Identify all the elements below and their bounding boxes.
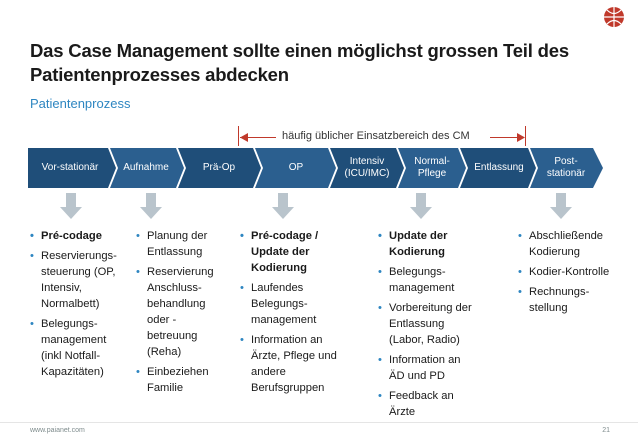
column-aufnahme bbox=[136, 228, 222, 400]
list-item: • Pré-codage / Update der Kodierung bbox=[240, 228, 342, 276]
list-item: • Planung der Entlassung bbox=[136, 228, 222, 260]
list-item: • Reservierungs-steuerung (OP, Intensiv, Normalbett) bbox=[30, 248, 126, 312]
down-arrow-icon bbox=[272, 193, 294, 219]
down-arrow-icon bbox=[550, 193, 572, 219]
list-item: • Laufendes Belegungs-management bbox=[240, 280, 342, 328]
cm-range-bracket-left bbox=[238, 126, 239, 146]
step-op bbox=[262, 148, 330, 188]
arrow-left-icon bbox=[240, 133, 250, 142]
page-number: 21 bbox=[602, 427, 610, 434]
down-arrow-icon bbox=[410, 193, 432, 219]
list-item: • Vorbereitung der Entlassung (Labor, Radio) bbox=[378, 300, 474, 348]
step-label-line2: stationär bbox=[546, 168, 586, 179]
list-item: • Information an Ärzte, Pflege und andere Berufsgruppen bbox=[240, 332, 342, 396]
arrow-right-icon bbox=[515, 133, 525, 142]
down-arrow-icon bbox=[140, 193, 162, 219]
process-chain bbox=[28, 148, 603, 188]
column-post-stationaer bbox=[518, 228, 614, 320]
list-item: • Information an ÄD und PD bbox=[378, 352, 474, 384]
footer-divider bbox=[0, 422, 638, 423]
list-item: • Einbeziehen Familie bbox=[136, 364, 222, 396]
step-post-stationaer bbox=[536, 148, 596, 188]
footer-url: www.paianet.com bbox=[30, 427, 85, 434]
step-label-line1: Intensiv bbox=[349, 156, 385, 167]
step-entlassung bbox=[468, 148, 530, 188]
globe-logo-icon bbox=[580, 4, 626, 30]
step-label-line1: Post- bbox=[554, 156, 578, 167]
step-label: Prä-Op bbox=[202, 162, 236, 173]
cm-range-bracket-right bbox=[525, 126, 526, 146]
top-bar bbox=[0, 0, 638, 30]
step-label-line1: Normal- bbox=[414, 156, 450, 167]
step-prae-op bbox=[184, 148, 254, 188]
step-aufnahme bbox=[114, 148, 178, 188]
step-intensiv bbox=[336, 148, 398, 188]
column-normalpflege bbox=[378, 228, 474, 424]
step-label: Entlassung bbox=[474, 162, 524, 173]
step-normalpflege bbox=[404, 148, 460, 188]
list-item: • Belegungs-management (inkl Notfall-Kapazitäten) bbox=[30, 316, 126, 380]
list-item: • Pré-codage bbox=[30, 228, 126, 244]
list-item: • Rechnungs-stellung bbox=[518, 284, 614, 316]
list-item: • Kodier-Kontrolle bbox=[518, 264, 614, 280]
column-op bbox=[240, 228, 342, 400]
step-label-line2: Pflege bbox=[417, 168, 447, 179]
slide-subtitle: Patientenprozess bbox=[30, 96, 131, 111]
list-item: • Reservierung Anschluss-behandlung oder -betreuung (Reha) bbox=[136, 264, 222, 360]
column-vor-stationaer bbox=[30, 228, 126, 384]
step-label: OP bbox=[288, 162, 304, 173]
slide-title: Das Case Management sollte einen möglichst grossen Teil des Patientenprozesses abdecken bbox=[30, 40, 569, 85]
list-item: • Abschließende Kodierung bbox=[518, 228, 614, 260]
step-label-line2: (ICU/IMC) bbox=[344, 168, 390, 179]
step-label: Vor-stationär bbox=[41, 162, 99, 173]
list-item: • Belegungs-management bbox=[378, 264, 474, 296]
list-item: • Update der Kodierung bbox=[378, 228, 474, 260]
step-label: Aufnahme bbox=[123, 162, 169, 173]
cm-range-label: häufig üblicher Einsatzbereich des CM bbox=[282, 130, 470, 142]
step-vor-stationaer bbox=[32, 148, 108, 188]
down-arrow-icon bbox=[60, 193, 82, 219]
list-item: • Feedback an Ärzte bbox=[378, 388, 474, 420]
